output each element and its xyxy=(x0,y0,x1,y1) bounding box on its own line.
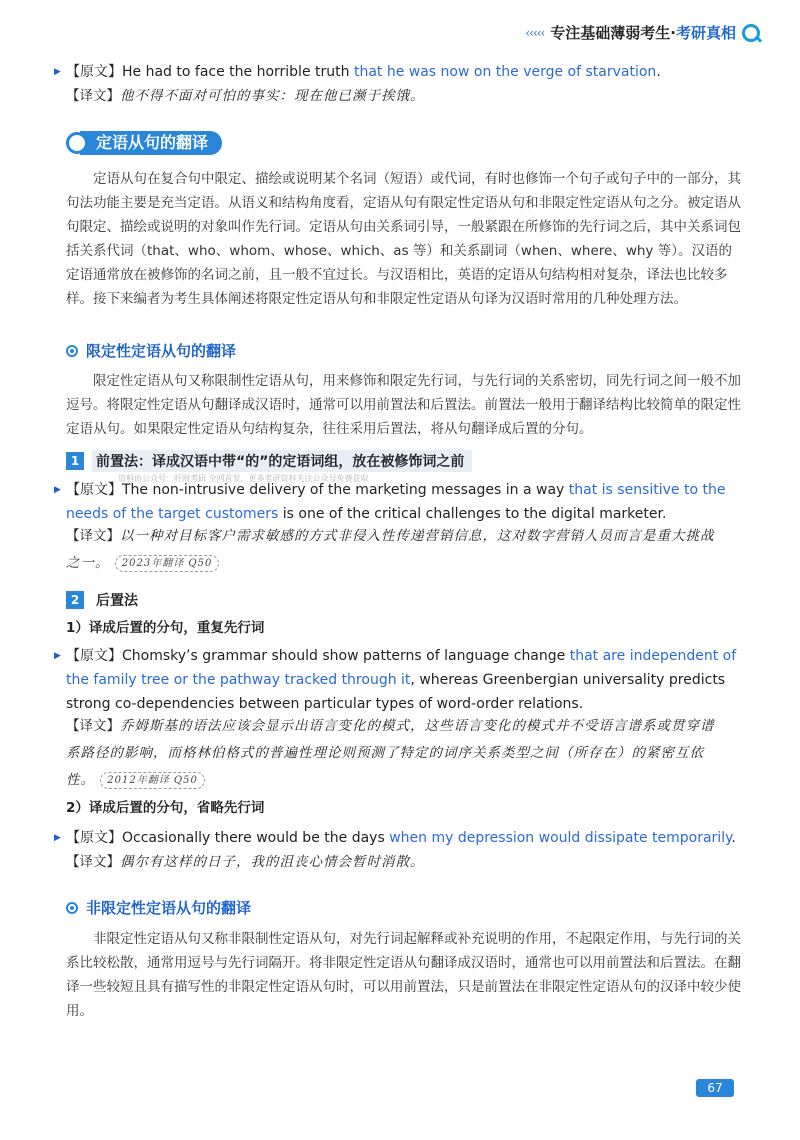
exam-stamp: 2012年翻译 Q50 xyxy=(100,772,205,789)
example-translation-1: 【译文】他不得不面对可怕的事实：现在他已濒于挨饿。 xyxy=(66,88,425,104)
page-number: 67 xyxy=(696,1079,734,1097)
subheading-nonrestrictive: 非限定性定语从句的翻译 xyxy=(66,897,251,918)
arrows-icon: ‹‹‹‹‹ xyxy=(525,25,545,40)
example-translation-3: 【译文】乔姆斯基的语法应该会显示出语言变化的模式，这些语言变化的模式并不受语言谱系或贯穿谱系路径的影响，而格林伯格式的普遍性理论则预测了特定的词序关系类型之间（所存在）的紧密互依性。 2012年翻译 Q50 xyxy=(66,718,715,788)
magnifier-icon xyxy=(66,132,88,154)
example-original-2: ▶ 【原文】The non-intrusive delivery of the marketing messages in a way that is sensitive to the needs of the target customers is one of the critical challenges to the digital marketer. xyxy=(66,478,741,526)
triangle-bullet-icon: ▶ xyxy=(54,67,61,77)
method-2-heading: 2 后置法 xyxy=(66,589,146,611)
example-original-4: ▶ 【原文】Occasionally there would be the days when my depression would dissipate temporarily. xyxy=(66,826,741,850)
example-translation-2: 【译文】以一种对目标客户需求敏感的方式非侵入性传递营销信息，这对数字营销人员而言是重大挑战之一。 2023年翻译 Q50 xyxy=(66,528,715,571)
section-heading xyxy=(66,131,222,155)
circle-bullet-icon xyxy=(66,345,78,357)
magnifier-icon xyxy=(742,24,760,42)
header-title: 专注基础薄弱考生·考研真相 xyxy=(550,24,736,42)
step-2: 2）译成后置的分句，省略先行词 xyxy=(66,800,265,816)
example-original-3: ▶ 【原文】Chomsky’s grammar should show patterns of language change that are independent of the family tree or the pathway tracked through it, whereas Greenbergian universality predicts strong co-dependencies between particular types of word-order relations. xyxy=(66,644,741,716)
example-translation-4: 【译文】偶尔有这样的日子，我的沮丧心情会暂时消散。 xyxy=(66,854,425,870)
intro-paragraph: 定语从句在复合句中限定、描绘或说明某个名词（短语）或代词，有时也修饰一个句子或句子中的一部分，其句法功能主要是充当定语。从语义和结构角度看，定语从句有限定性定语从句和非限定性定语从句之分。被定语从句限定、描绘或说明的对象叫作先行词。定语从句由关系词引导，一般紧跟在所修饰的先行词之后，其中关系词包括关系代词（that、who、whom、whose、which、as 等）和关系副词（when、where、why 等）。汉语的定语通常放在被修饰的名词之前，且一般不宜过长。与汉语相比，英语的定语从句结构相对复杂，译法也比较多样。接下来编者为考生具体阐述将限定性定语从句和非限定性定语从句译为汉语时常用的几种处理方法。 xyxy=(66,171,741,307)
exam-stamp: 2023年翻译 Q50 xyxy=(115,555,220,572)
triangle-bullet-icon: ▶ xyxy=(54,651,61,661)
circle-bullet-icon xyxy=(66,902,78,914)
subheading-restrictive: 限定性定语从句的翻译 xyxy=(66,340,236,361)
page-header xyxy=(525,22,760,43)
section-title: 定语从句的翻译 xyxy=(80,131,222,155)
nonrestrictive-paragraph: 非限定性定语从句又称非限制性定语从句，对先行词起解释或补充说明的作用，不起限定作用，与先行词的关系比较松散，通常用逗号与先行词隔开。将非限定性定语从句翻译成汉语时，通常也可以用前置法和后置法。在翻译一些较短且具有描写性的非限定性定语从句时，可以用前置法，只是前置法在非限定性定语从句的汉译中较少使用。 xyxy=(66,931,741,1019)
triangle-bullet-icon: ▶ xyxy=(54,485,61,495)
step-1: 1）译成后置的分句，重复先行词 xyxy=(66,620,265,636)
watermark-text: 资料由公众号：旺财考研 全网首发，更多考研资料关注公众号免费获取 xyxy=(118,474,369,483)
method-1-heading: 1 前置法：译成汉语中带“的”的定语词组，放在被修饰词之前 xyxy=(66,450,472,472)
triangle-bullet-icon: ▶ xyxy=(54,833,61,843)
example-original-1: ▶ 【原文】He had to face the horrible truth that he was now on the verge of starvation. xyxy=(66,60,741,84)
restrictive-paragraph: 限定性定语从句又称限制性定语从句，用来修饰和限定先行词，与先行词的关系密切，同先行词之间一般不加逗号。将限定性定语从句翻译成汉语时，通常可以用前置法和后置法。前置法一般用于翻译结构比较简单的限定性定语从句。如果限定性定语从句结构复杂，往往采用后置法，将从句翻译成后置的分句。 xyxy=(66,373,741,437)
